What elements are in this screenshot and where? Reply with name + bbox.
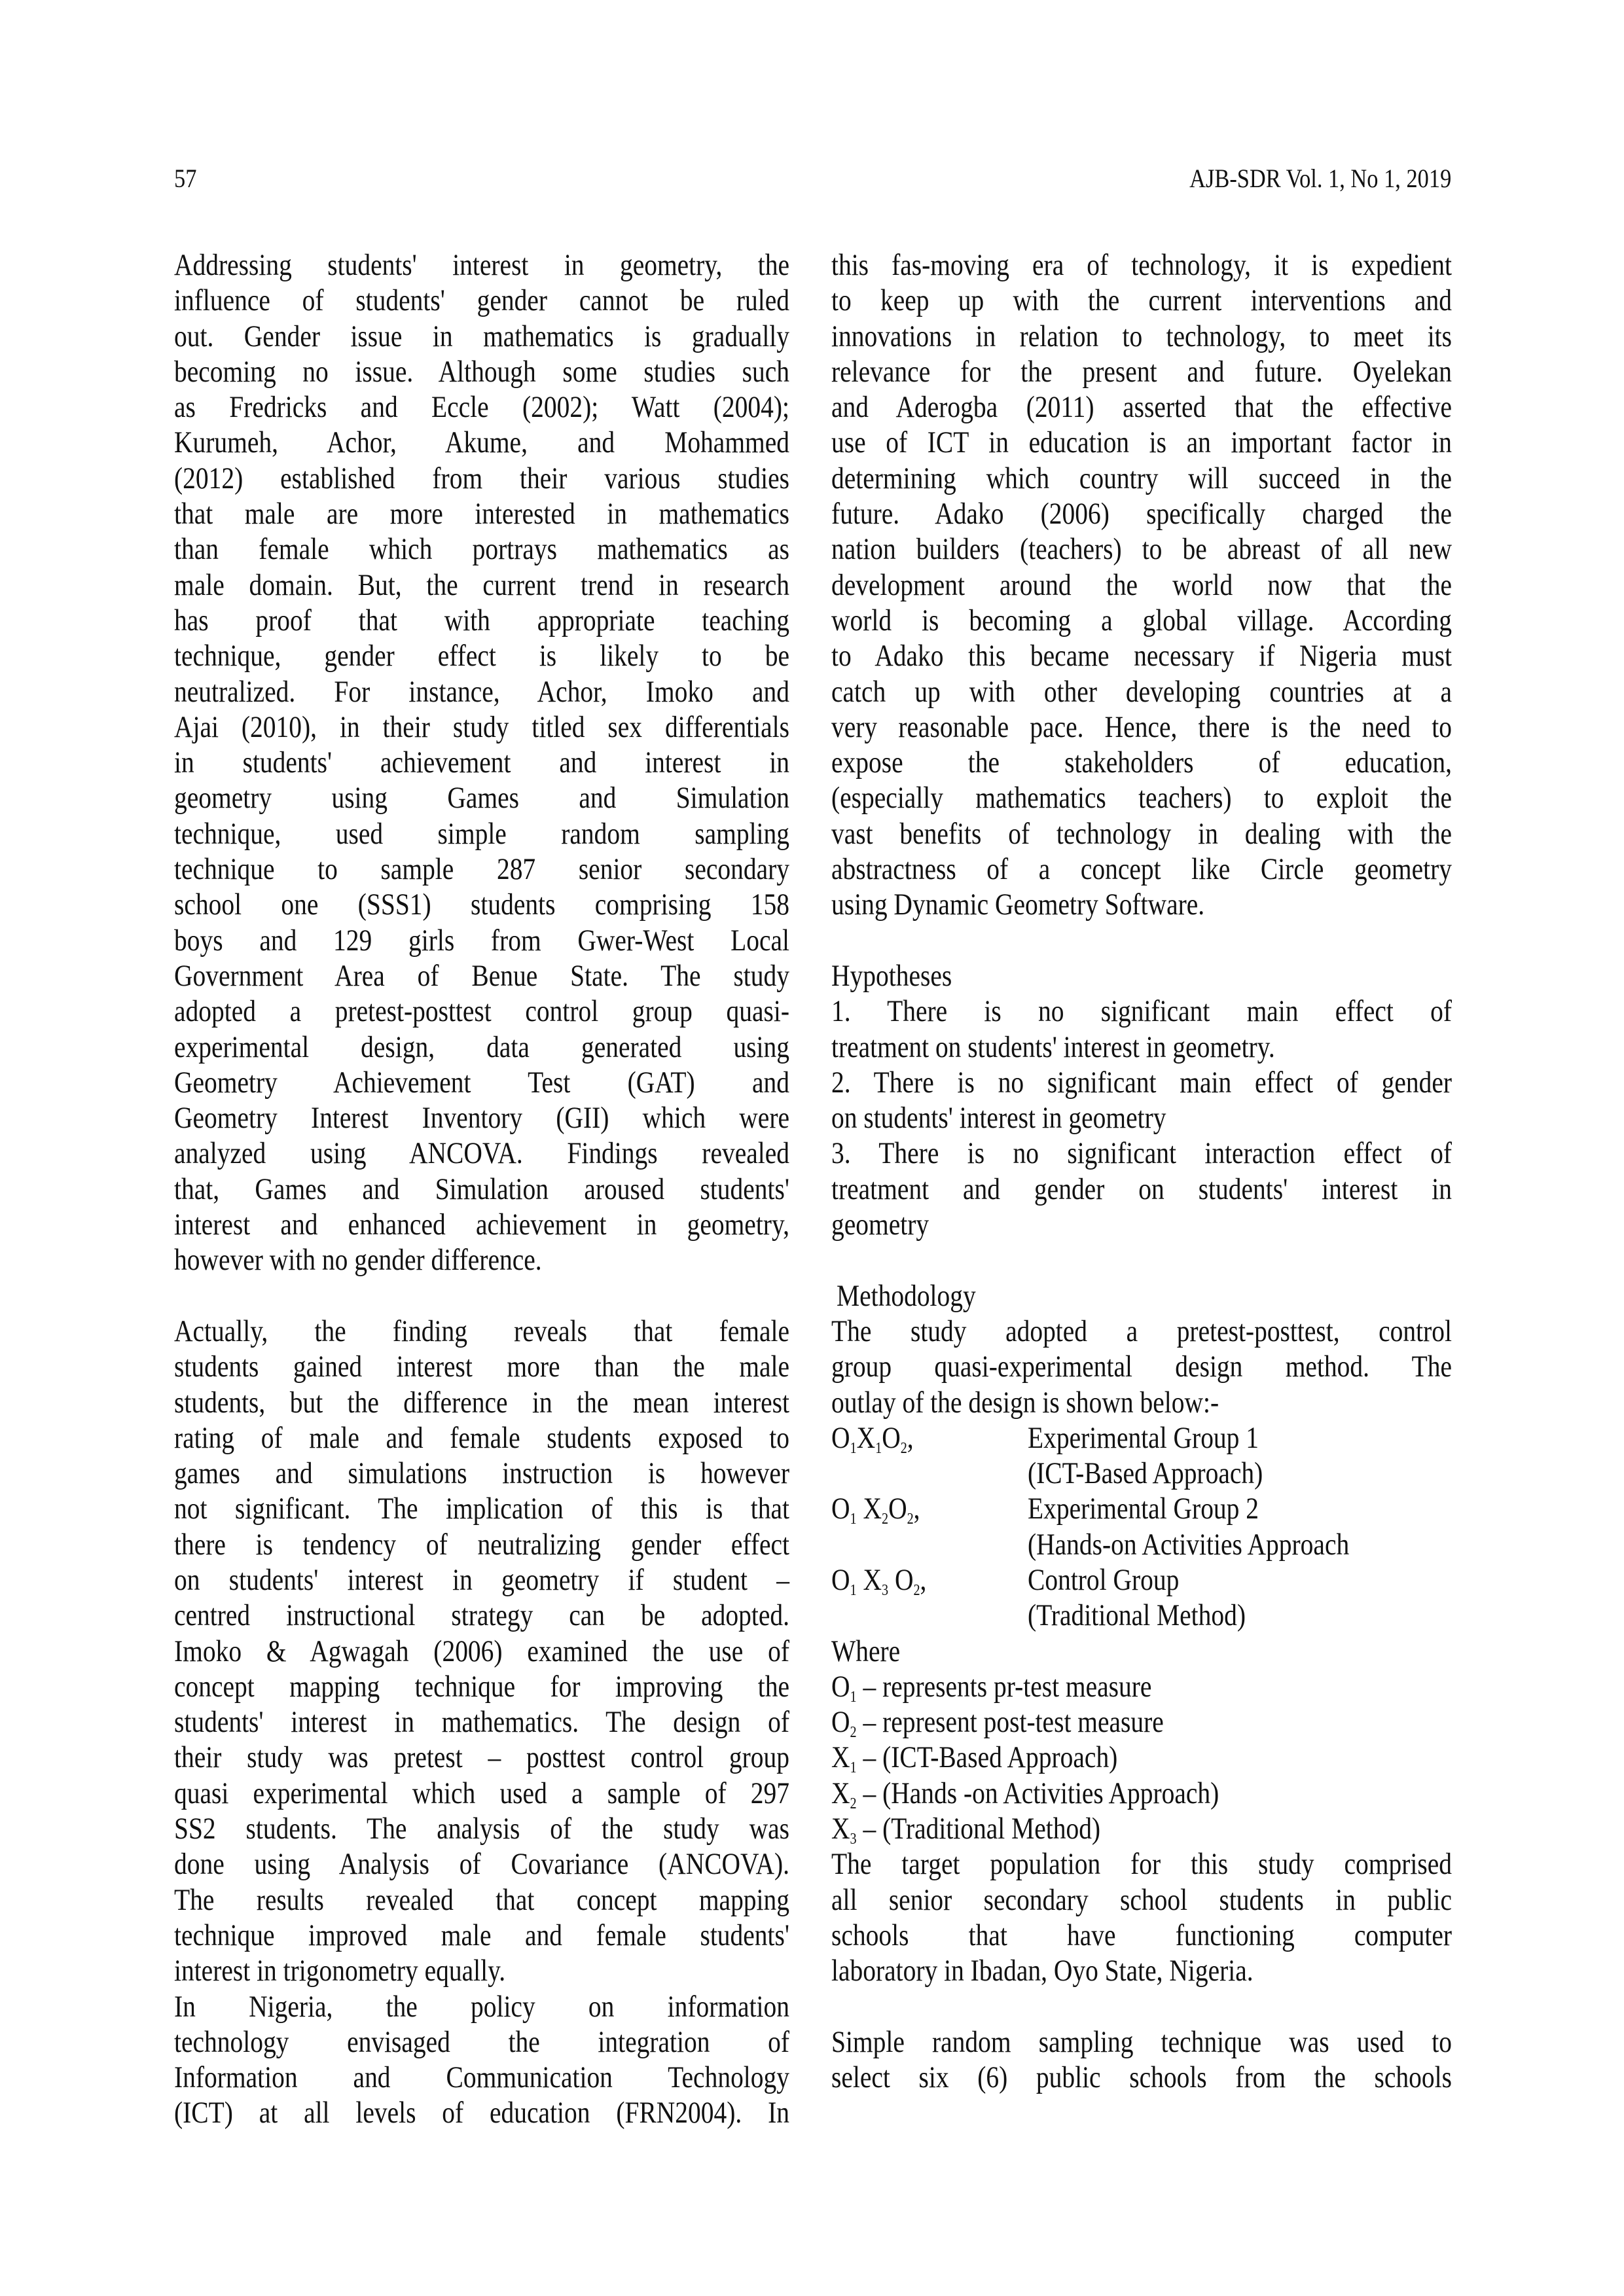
- journal-citation: AJB-SDR Vol. 1, No 1, 2019: [1189, 164, 1451, 193]
- line-text: The results revealed that concept mapping: [174, 1882, 789, 1917]
- text-line: [174, 816, 789, 852]
- text-line: [174, 496, 789, 531]
- line-text: and Aderogba (2011) asserted that the effective: [831, 390, 1452, 425]
- paragraph-gap: [174, 1278, 789, 1314]
- text-line: [174, 780, 789, 816]
- text-line: [174, 923, 789, 958]
- line-text: (2012) established from their various studies: [174, 461, 789, 495]
- hypothesis-line: [831, 1065, 1452, 1100]
- line-text: 2. There is no significant main effect of gender: [831, 1065, 1452, 1100]
- line-text: Simple random sampling technique was used to: [831, 2024, 1452, 2059]
- line-text: interest and enhanced achievement in geometry,: [174, 1208, 789, 1242]
- line-text: on students' interest in geometry: [831, 1101, 1166, 1136]
- text-line: [174, 1882, 789, 1918]
- line-text: Information and Communication Technology: [174, 2060, 789, 2095]
- text-line: [831, 852, 1452, 887]
- subscript: 2: [907, 1511, 914, 1528]
- hypothesis-line: [831, 1030, 1452, 1065]
- text-line: [831, 496, 1452, 531]
- line-text: quasi experimental which used a sample of 297: [174, 1776, 789, 1810]
- line-text: (ICT) at all levels of education (FRN2004). In: [174, 2096, 789, 2130]
- subscript: 1: [875, 1439, 882, 1457]
- line-text: geometry: [831, 1208, 929, 1242]
- line-text: SS2 students. The analysis of the study was: [174, 1812, 789, 1846]
- text-line: [174, 461, 789, 496]
- line-text: students, but the difference in the mean interest: [174, 1385, 789, 1420]
- subscript: 1: [850, 1581, 857, 1599]
- line-text: however with no gender difference.: [174, 1243, 542, 1278]
- line-text: rating of male and female students exposed to: [174, 1420, 789, 1455]
- hypothesis-line: [831, 1136, 1452, 1171]
- text-line: [174, 1634, 789, 1669]
- subscript: 1: [850, 1688, 857, 1706]
- line-text: group quasi-experimental design method. The: [831, 1350, 1452, 1384]
- line-text: games and simulations instruction is however: [174, 1456, 789, 1491]
- subscript: 2: [850, 1795, 857, 1812]
- legend-text: $O_2$ – represent post-test measure: [831, 1705, 1164, 1742]
- text-line: [174, 389, 789, 425]
- text-line: [174, 283, 789, 318]
- line-text: technique to sample 287 senior secondary: [174, 852, 789, 887]
- legend-text: $X_3$ – (Traditional Method): [831, 1812, 1101, 1848]
- subscript: 2: [900, 1439, 907, 1457]
- line-text: treatment on students' interest in geometry.: [831, 1030, 1275, 1064]
- line-text: concept mapping technique for improving the: [174, 1669, 789, 1704]
- line-text: schools that have functioning computer: [831, 1918, 1452, 1952]
- design-row: [831, 1420, 1452, 1456]
- text-line: [174, 1953, 789, 1988]
- line-text: use of ICT in education is an important factor in: [831, 425, 1452, 460]
- legend-item: [831, 1669, 1452, 1704]
- design-row: [831, 1491, 1452, 1526]
- line-text: male domain. But, the current trend in research: [174, 567, 789, 602]
- text-line: [174, 2095, 789, 2130]
- subscript: 1: [850, 1511, 857, 1528]
- text-line: [174, 2060, 789, 2095]
- paragraph: [174, 247, 789, 1278]
- text-line: [174, 1065, 789, 1100]
- line-text: vast benefits of technology in dealing with the: [831, 816, 1452, 851]
- text-line: [831, 638, 1452, 673]
- text-line: [174, 852, 789, 887]
- text-line: [174, 1207, 789, 1242]
- text-line: [174, 1704, 789, 1740]
- text-line: [831, 816, 1452, 852]
- line-text: their study was pretest – posttest control group: [174, 1740, 789, 1775]
- text-line: [831, 1314, 1452, 1349]
- line-text: boys and 129 girls from Gwer-West Local: [174, 923, 789, 958]
- text-line: [831, 389, 1452, 425]
- text-line: [174, 887, 789, 922]
- group-approach: (Hands-on Activities Approach: [1028, 1527, 1350, 1562]
- design-notation: $O_1X_1O_2$,: [831, 1420, 914, 1457]
- line-text: to keep up with the current interventions and: [831, 283, 1452, 318]
- line-text: relevance for the present and future. Oyelekan: [831, 354, 1452, 389]
- group-approach: (Traditional Method): [1028, 1598, 1246, 1633]
- line-text: world is becoming a global village. According: [831, 603, 1452, 637]
- text-line: [174, 1918, 789, 1953]
- legend-text: $X_2$ – (Hands -on Activities Approach): [831, 1776, 1219, 1812]
- line-text: Methodology: [837, 1278, 976, 1313]
- text-line: [831, 745, 1452, 780]
- subscript: 3: [881, 1581, 889, 1599]
- subscript: 1: [850, 1759, 857, 1777]
- paragraph-gap: [831, 1242, 1452, 1278]
- line-text: school one (SSS1) students comprising 158: [174, 888, 789, 922]
- group-name: Experimental Group 2: [1028, 1492, 1259, 1526]
- line-text: expose the stakeholders of education,: [831, 745, 1452, 780]
- line-text: select six (6) public schools from the schools: [831, 2060, 1452, 2095]
- line-text: catch up with other developing countries at a: [831, 674, 1452, 709]
- hypothesis-line: [831, 994, 1452, 1029]
- text-line: [831, 674, 1452, 709]
- line-text: has proof that with appropriate teaching: [174, 603, 789, 637]
- text-line: [831, 709, 1452, 745]
- line-text: centred instructional strategy can be adopted.: [174, 1598, 789, 1633]
- line-text: very reasonable pace. Hence, there is the need to: [831, 709, 1452, 744]
- line-text: neutralized. For instance, Achor, Imoko and: [174, 674, 789, 709]
- section-heading: [831, 1278, 1452, 1314]
- design-row-cont: [831, 1598, 1452, 1633]
- text-line: [174, 247, 789, 283]
- design-notation: $O_1$ $X_3$ $O_2$,: [831, 1562, 927, 1599]
- legend-text: $X_1$ – (ICT-Based Approach): [831, 1740, 1118, 1777]
- text-line: [174, 709, 789, 745]
- text-line: [831, 1846, 1452, 1882]
- line-text: nation builders (teachers) to be abreast of all new: [831, 532, 1452, 567]
- text-line: [174, 1776, 789, 1811]
- text-line: [174, 1456, 789, 1491]
- text-line: [831, 283, 1452, 318]
- text-line: [831, 319, 1452, 354]
- text-line: [174, 1349, 789, 1384]
- text-line: [831, 1882, 1452, 1918]
- text-line: [174, 958, 789, 994]
- line-text: Addressing students' interest in geometry, the: [174, 248, 789, 282]
- line-text: future. Adako (2006) specifically charged the: [831, 497, 1452, 531]
- line-text: 3. There is no significant interaction effect of: [831, 1136, 1452, 1171]
- text-line: [174, 1846, 789, 1882]
- subscript: 2: [881, 1511, 889, 1528]
- text-line: [831, 354, 1452, 389]
- text-line: [174, 1314, 789, 1349]
- right-column: [831, 247, 1452, 2095]
- line-text: outlay of the design is shown below:-: [831, 1385, 1219, 1420]
- line-text: technique, gender effect is likely to be: [174, 639, 789, 673]
- line-text: Kurumeh, Achor, Akume, and Mohammed: [174, 425, 789, 460]
- text-line: [831, 2060, 1452, 2095]
- text-line: [831, 1918, 1452, 1953]
- paragraph-gap: [831, 923, 1452, 958]
- line-text: abstractness of a concept like Circle geometry: [831, 852, 1452, 887]
- text-line: [174, 319, 789, 354]
- legend-text: $O_1$ – represents pr-test measure: [831, 1669, 1152, 1706]
- text-line: [174, 745, 789, 780]
- text-line: [174, 674, 789, 709]
- design-row-cont: [831, 1456, 1452, 1491]
- text-line: [174, 1527, 789, 1562]
- text-line: [831, 603, 1452, 638]
- line-text: laboratory in Ibadan, Oyo State, Nigeria.: [831, 1954, 1254, 1988]
- text-line: [174, 1100, 789, 1136]
- line-text: determining which country will succeed in the: [831, 461, 1452, 495]
- group-approach: (ICT-Based Approach): [1028, 1456, 1263, 1491]
- line-text: Geometry Achievement Test (GAT) and: [174, 1065, 789, 1100]
- text-line: [831, 1385, 1452, 1420]
- line-text: this fas-moving era of technology, it is expedient: [831, 248, 1452, 282]
- line-text: becoming no issue. Although some studies such: [174, 354, 789, 389]
- line-text: students' interest in mathematics. The design of: [174, 1705, 789, 1740]
- subscript: 2: [913, 1581, 920, 1599]
- line-text: technology envisaged the integration of: [174, 2024, 789, 2059]
- line-text: than female which portrays mathematics as: [174, 532, 789, 567]
- text-line: [831, 247, 1452, 283]
- line-text: interest in trigonometry equally.: [174, 1954, 506, 1988]
- line-text: Government Area of Benue State. The study: [174, 958, 789, 993]
- text-line: [174, 603, 789, 638]
- text-line: [831, 1349, 1452, 1384]
- text-line: [831, 887, 1452, 922]
- intro-paragraph: [831, 247, 1452, 923]
- line-text: adopted a pretest-posttest control group quasi-: [174, 994, 789, 1029]
- design-row: [831, 1562, 1452, 1598]
- text-line: [174, 1669, 789, 1704]
- text-line: [174, 1811, 789, 1846]
- legend-item: [831, 1776, 1452, 1811]
- where-label: [831, 1634, 1452, 1669]
- legend-item: [831, 1740, 1452, 1775]
- line-text: that male are more interested in mathematics: [174, 497, 789, 531]
- left-column: [174, 247, 789, 2131]
- text-line: [831, 567, 1452, 603]
- text-line: [174, 354, 789, 389]
- line-text: treatment and gender on students' interest in: [831, 1172, 1452, 1206]
- subscript: 1: [850, 1439, 857, 1457]
- text-line: [174, 567, 789, 603]
- line-text: there is tendency of neutralizing gender effect: [174, 1527, 789, 1562]
- hypothesis-line: [831, 1207, 1452, 1242]
- line-text: 1. There is no significant main effect of: [831, 994, 1452, 1029]
- text-line: [174, 1385, 789, 1420]
- line-text: not significant. The implication of this is that: [174, 1492, 789, 1526]
- line-text: The study adopted a pretest-posttest, control: [831, 1314, 1452, 1348]
- text-line: [174, 425, 789, 460]
- line-text: Actually, the finding reveals that female: [174, 1314, 789, 1348]
- line-text: on students' interest in geometry if student –: [174, 1562, 789, 1597]
- text-line: [174, 638, 789, 673]
- text-line: [174, 1172, 789, 1207]
- text-line: [174, 1740, 789, 1775]
- line-text: Geometry Interest Inventory (GII) which were: [174, 1101, 789, 1136]
- text-line: [174, 1491, 789, 1526]
- line-text: (especially mathematics teachers) to exploit the: [831, 781, 1452, 816]
- line-text: done using Analysis of Covariance (ANCOVA).: [174, 1847, 789, 1882]
- legend-item: [831, 1811, 1452, 1846]
- line-text: geometry using Games and Simulation: [174, 781, 789, 816]
- text-line: [174, 994, 789, 1029]
- methodology-section: [831, 1278, 1452, 2096]
- hypothesis-line: [831, 1100, 1452, 1136]
- line-text: In Nigeria, the policy on information: [174, 1989, 789, 2024]
- line-text: influence of students' gender cannot be ruled: [174, 283, 789, 318]
- group-name: Control Group: [1028, 1562, 1180, 1597]
- line-text: using Dynamic Geometry Software.: [831, 888, 1205, 922]
- paragraph-gap: [831, 1989, 1452, 2024]
- text-line: [174, 1242, 789, 1278]
- line-text: development around the world now that the: [831, 567, 1452, 602]
- line-text: out. Gender issue in mathematics is gradually: [174, 319, 789, 353]
- group-name: Experimental Group 1: [1028, 1420, 1259, 1455]
- line-text: analyzed using ANCOVA. Findings revealed: [174, 1136, 789, 1171]
- line-text: Where: [831, 1634, 901, 1668]
- line-text: in students' achievement and interest in: [174, 745, 789, 780]
- section-heading: [831, 958, 1452, 994]
- design-row-cont: [831, 1527, 1452, 1562]
- text-line: [174, 1598, 789, 1633]
- text-line: [831, 531, 1452, 567]
- text-line: [831, 2024, 1452, 2060]
- line-text: Hypotheses: [831, 958, 952, 993]
- line-text: technique improved male and female students': [174, 1918, 789, 1952]
- line-text: all senior secondary school students in public: [831, 1882, 1452, 1917]
- line-text: The target population for this study comprised: [831, 1847, 1452, 1882]
- paragraph: [174, 1989, 789, 2131]
- line-text: students gained interest more than the male: [174, 1350, 789, 1384]
- line-text: Ajai (2010), in their study titled sex differentials: [174, 709, 789, 744]
- text-line: [831, 1953, 1452, 1988]
- line-text: Imoko & Agwagah (2006) examined the use of: [174, 1634, 789, 1668]
- line-text: experimental design, data generated using: [174, 1030, 789, 1064]
- text-line: [174, 2024, 789, 2060]
- subscript: 2: [850, 1724, 857, 1742]
- text-line: [831, 425, 1452, 460]
- text-line: [174, 1989, 789, 2024]
- line-text: to Adako this became necessary if Nigeria must: [831, 639, 1452, 673]
- text-line: [831, 461, 1452, 496]
- line-text: that, Games and Simulation aroused students': [174, 1172, 789, 1206]
- subscript: 3: [850, 1831, 857, 1848]
- line-text: as Fredricks and Eccle (2002); Watt (2004);: [174, 390, 789, 425]
- text-line: [174, 1136, 789, 1171]
- page-number: 57: [174, 164, 197, 193]
- design-notation: $O_1$ $X_2O_2$,: [831, 1492, 920, 1528]
- text-line: [174, 1562, 789, 1598]
- text-line: [831, 780, 1452, 816]
- text-line: [174, 1030, 789, 1065]
- line-text: innovations in relation to technology, to meet its: [831, 319, 1452, 353]
- legend-item: [831, 1704, 1452, 1740]
- text-line: [174, 1420, 789, 1456]
- text-line: [174, 531, 789, 567]
- hypotheses-section: [831, 958, 1452, 1242]
- hypothesis-line: [831, 1172, 1452, 1207]
- line-text: technique, used simple random sampling: [174, 816, 789, 851]
- paragraph: [174, 1314, 789, 1989]
